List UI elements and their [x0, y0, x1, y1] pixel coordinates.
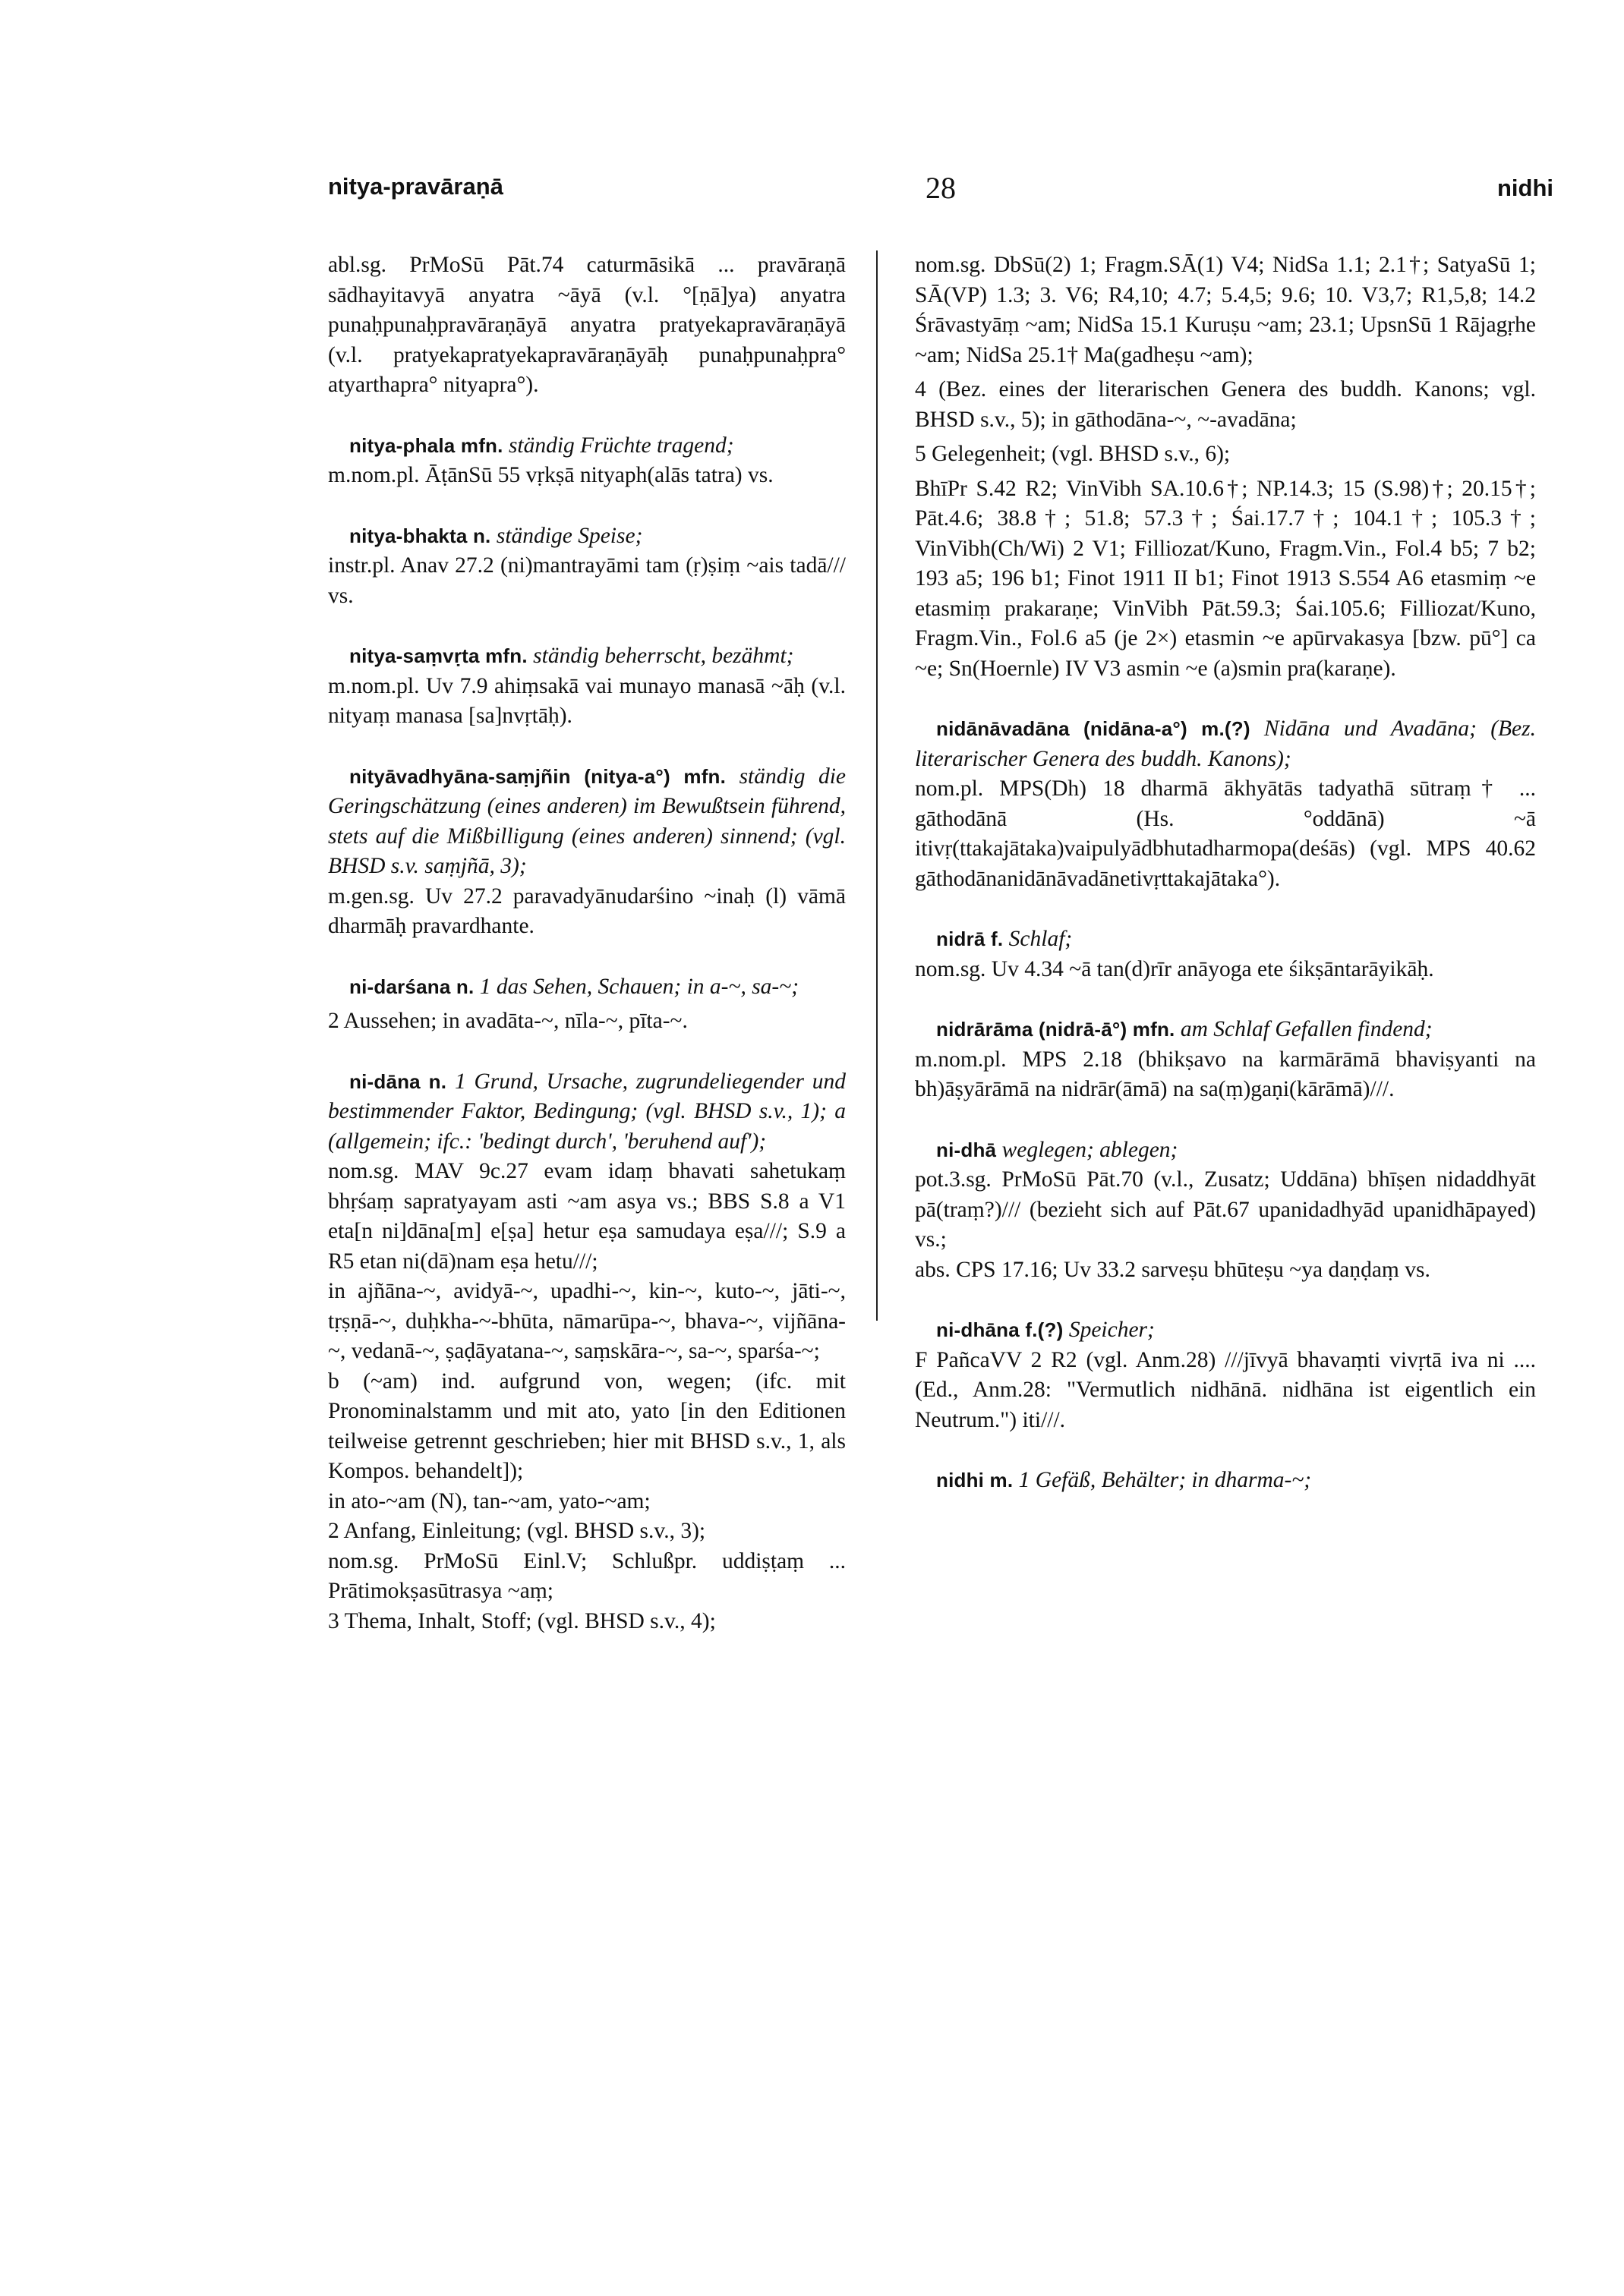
entry-nitya-bhakta	[328, 521, 846, 612]
header-right-headword: nidhi	[1496, 175, 1553, 201]
headword: ni-dāna n.	[349, 1069, 447, 1093]
citation-line: m.gen.sg. Uv 27.2 paravadyānudarśino ~inaḥ (l) vāmā dharmāḥ pravardhante.	[328, 883, 846, 938]
citation-line: BhīPr S.42 R2; VinVibh SA.10.6†; NP.14.3; 15 (S.98)†; 20.15†; Pāt.4.6; 38.8†; 51.8; 57.3†; Śai.17.7†; 104.1†; 105.3†; VinVibh(Ch/Wi) 2 V1; Filliozat/Kuno, Fragm.Vin., Fol.4 b5; 7 b2; 193 a5; 196 b1; Finot 1911 II b1; Finot 1913 S.554 A6 etasmiṃ ~e etasmiṃ prakaraṇe; VinVibh Pāt.59.3; Śai.105.6; Filliozat/Kuno, Fragm.Vin., Fol.6 a5 (je 2×) etasmin ~e apūrvakasya [bzw. pū°] ca ~e; Sn(Hoernle) IV V3 asmin ~e (a)smin pra(karaṇe).	[915, 476, 1536, 681]
headword: nitya-saṃvṛta mfn.	[349, 644, 528, 667]
definition: Speicher;	[1068, 1318, 1155, 1342]
definition: ständig Früchte tragend;	[508, 433, 734, 458]
headword: nitya-bhakta n.	[349, 524, 491, 547]
entry-ni-dhana	[915, 1315, 1536, 1435]
citation-line: m.nom.pl. Uv 7.9 ahiṃsakā vai munayo manasā ~āḥ (v.l. nityaṃ manasa [sa]nvṛtāḥ).	[328, 673, 846, 728]
entry-ni-dha	[915, 1135, 1536, 1286]
citation-line: F PañcaVV 2 R2 (vgl. Anm.28) ///jīvyā bhavaṃti vivṛtā iva ni .... (Ed., Anm.28: "Vermutlich nidhānā. nidhāna ist eigentlich ein Neutrum.") iti///.	[915, 1347, 1536, 1432]
page-number: 28	[926, 171, 956, 205]
entry-ni-dana	[328, 1067, 846, 1637]
citation-line: abs. CPS 17.16; Uv 33.2 sarveṣu bhūteṣu ~ya daṇḍaṃ vs.	[915, 1257, 1430, 1282]
headword: nitya-phala mfn.	[349, 433, 503, 457]
entry-nitya-phala	[328, 431, 846, 491]
entry-nidrarama	[915, 1015, 1536, 1105]
sense-line: b (~am) ind. aufgrund von, wegen; (ifc. mit Pronominalstamm und mit ato, yato [in den Editionen teilweise getrennt geschrieben; hier mit BHSD s.v., 1, als Kompos. behandelt]);	[328, 1368, 846, 1483]
page-header	[328, 173, 1553, 219]
definition: Schlaf;	[1008, 927, 1073, 951]
headword: nidrā f.	[936, 928, 1004, 950]
compound-list: in ato-~am (N), tan-~am, yato-~am;	[328, 1488, 651, 1513]
citation-line: m.nom.pl. ĀṭānSū 55 vṛkṣā nityaph(alās tatra) vs.	[328, 463, 774, 487]
definition: am Schlaf Gefallen findend;	[1180, 1017, 1433, 1041]
headword: nidhi m.	[936, 1469, 1014, 1491]
right-column	[915, 250, 1536, 1526]
headword: nityāvadhyāna-saṃjñin (nitya-a°) mfn.	[349, 764, 727, 788]
entry-nitya-samvrta	[328, 641, 846, 732]
definition: weglegen; ablegen;	[1001, 1137, 1178, 1162]
citation-line: nom.sg. Uv 4.34 ~ā tan(d)rīr anāyoga ete śikṣāntarāyikāḥ.	[915, 956, 1434, 981]
compound-list: in ajñāna-~, avidyā-~, upadhi-~, kin-~, kuto-~, jāti-~, tṛṣṇā-~, duḥkha-~-bhūta, nāmarūpa-~, bhava-~, vijñāna-~, vedanā-~, ṣaḍāyatana-~, saṃskāra-~, sa-~, sparśa-~;	[328, 1279, 846, 1363]
entry-ni-darsana	[328, 972, 846, 1037]
citation-line: pot.3.sg. PrMoSū Pāt.70 (v.l., Zusatz; Uddāna) bhīṣen nidaddhyāt pā(traṃ?)/// (bezieht sich auf Pāt.67 upanidadhyād upanidhāpayed) vs.;	[915, 1167, 1536, 1252]
sense-line: 3 Thema, Inhalt, Stoff; (vgl. BHSD s.v., 4);	[328, 1608, 716, 1633]
citation-line: m.nom.pl. MPS 2.18 (bhikṣavo na karmārāmā bhaviṣyanti na bh)āṣyārāmā na nidrār(āmā) na sa(ṃ)gaṇi(kārāmā)///.	[915, 1047, 1536, 1101]
headword: nidānāvadāna (nidāna-a°) m.(?)	[936, 717, 1250, 740]
column-divider	[876, 250, 878, 1321]
entry-nidra	[915, 924, 1536, 984]
sense-line: 4 (Bez. eines der literarischen Genera des buddh. Kanons; vgl. BHSD s.v., 5); in gāthodāna-~, ~-avadāna;	[915, 377, 1536, 432]
headword: ni-dhāna f.(?)	[936, 1318, 1064, 1341]
definition: 1 Grund, Ursache, zugrundeliegender und bestimmender Faktor, Bedingung; (vgl. BHSD s.v., 1); a (allgemein; ifc.: 'bedingt durch', 'beruhend auf');	[328, 1069, 847, 1154]
sense-line: 2 Aussehen; in avadāta-~, nīla-~, pīta-~.	[328, 1009, 688, 1033]
headword: ni-dhā	[936, 1138, 997, 1161]
citation-line: nom.sg. DbSū(2) 1; Fragm.SĀ(1) V4; NidSa 1.1; 2.1†; SatyaSū 1; SĀ(VP) 1.3; 3. V6; R4,10; 4.7; 5.4,5; 9.6; 10. V3,7; R1,5,8; 14.2 Śrāvastyāṃ ~am; NidSa 15.1 Kuruṣu ~am; 23.1; UpsnSū 1 Rājagṛhe ~am; NidSa 25.1† Ma(gadheṣu ~am);	[915, 253, 1536, 367]
definition: ständig die Geringschätzung (eines anderen) im Bewußtsein führend, stets auf die Mißbilligung (eines anderen) sinnend; (vgl. BHSD s.v. saṃjñā, 3);	[328, 764, 847, 878]
sense-line: 5 Gelegenheit; (vgl. BHSD s.v., 6);	[915, 442, 1231, 466]
header-left-headword: nitya-pravāraṇā	[328, 173, 503, 200]
entry-ni-dana-continued	[915, 250, 1536, 684]
citation-line: instr.pl. Anav 27.2 (ni)mantrayāmi tam (ṛ)ṣiṃ ~ais tadā/// vs.	[328, 553, 846, 608]
left-column	[328, 250, 846, 1667]
definition: 1 das Sehen, Schauen; in a-~, sa-~;	[479, 974, 799, 999]
entry-nidhi	[915, 1466, 1536, 1496]
entry-nidanavadana	[915, 714, 1536, 894]
definition: ständige Speise;	[496, 523, 643, 548]
headword: ni-darśana n.	[349, 975, 475, 998]
sense-line: 2 Anfang, Einleitung; (vgl. BHSD s.v., 3);	[328, 1519, 706, 1543]
citation-line: nom.sg. PrMoSū Einl.V; Schlußpr. uddiṣṭaṃ ... Prātimokṣasūtrasya ~aṃ;	[328, 1548, 846, 1603]
headword: nidrārāma (nidrā-ā°) mfn.	[936, 1018, 1175, 1041]
entry-nityavadhyana-samjnin	[328, 762, 846, 942]
definition: Nidāna und Avadāna; (Bez. literarischer Genera des buddh. Kanons);	[915, 717, 1536, 771]
citation-line: abl.sg. PrMoSū Pāt.74 caturmāsikā ... pravāraṇā sādhayitavyā anyatra ~āyā (v.l. °[ṇā]ya) anyatra punaḥpunaḥpravāraṇāyā anyatra pratyekapravāraṇāyā (v.l. pratyekapratyekapravāraṇāyāḥ punaḥpunaḥpra° atyarthapra° nityapra°).	[328, 253, 846, 397]
definition: ständig beherrscht, bezähmt;	[533, 644, 794, 668]
citation-line: nom.pl. MPS(Dh) 18 dharmā ākhyātās tadyathā sūtraṃ† ... gāthodānā (Hs. °oddānā) ~ā itivṛ(ttakajātaka)vaipulyādbhutadharmopa(deśās) (vgl. MPS 40.62 gāthodānanidānāvadānetivṛttakajātaka°).	[915, 776, 1536, 891]
citation-line: nom.sg. MAV 9c.27 evam idaṃ bhavati sahetukaṃ bhṛśaṃ sapratyayam asti ~am asya vs.; BBS S.8 a V1 eta[n ni]dāna[m] e[ṣa] hetur eṣa samudaya eṣa///; S.9 a R5 etan ni(dā)nam eṣa hetu///;	[328, 1159, 846, 1274]
entry-continuation	[328, 250, 846, 401]
definition: 1 Gefäß, Behälter; in dharma-~;	[1018, 1468, 1312, 1492]
